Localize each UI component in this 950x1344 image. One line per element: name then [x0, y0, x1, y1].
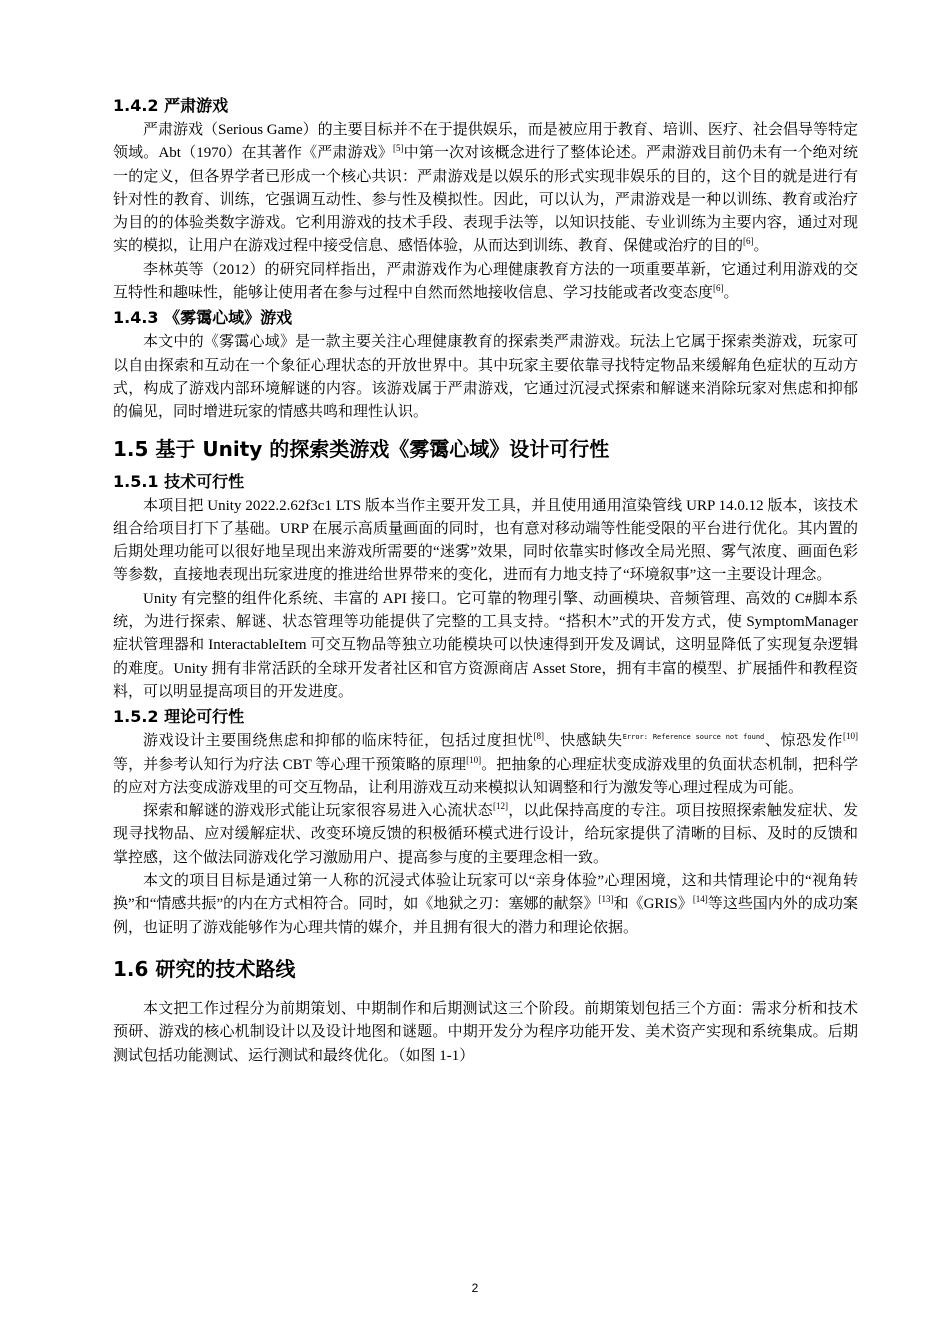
- text-run: 和《GRIS》: [613, 896, 693, 913]
- text-run: 中第一次对该概念进行了整体论述。严肃游戏目前仍未有一个绝对统一的定义，但各界学者已形成一个核心共识：严肃游戏是以娱乐的形式实现非娱乐的目的，这个目的就是进行有针对性的教育、训练，它强调互动性、参与性及模拟性。因此，可以认为，严肃游戏是一种以训练、教育或治疗为目的的体验类数字游戏。它利用游戏的技术手段、表现手法等，以知识技能、专业训练为主要内容，通过对现实的模拟，让用户在游戏过程中接受信息、感悟体验，从而达到训练、教育、保健或治疗的目的: [113, 145, 858, 255]
- citation: [12]: [493, 801, 508, 812]
- text-run: 严肃游戏（Serious Game）的主要目标并不在于提供娱乐，而是被应用于教育、培训、医疗、社会倡导等特定领域。Abt（1970）在其著作《严肃游戏》: [113, 122, 858, 162]
- citation: [10]: [842, 731, 858, 742]
- citation: [6]: [743, 236, 754, 247]
- text-run: 、快感缺失: [543, 733, 623, 750]
- citation: [13]: [598, 894, 614, 905]
- text-run: 。: [723, 285, 739, 302]
- text-run: 探索和解谜的游戏形式能让玩家很容易进入心流状态: [143, 803, 493, 820]
- section-heading-1-4-2: 1.4.2 严肃游戏: [113, 96, 229, 115]
- citation: [14]: [692, 894, 708, 905]
- paragraph: 本文中的《雾霭心域》是一款主要关注心理健康教育的探索类严肃游戏。玩法上它属于探索类游戏，玩家可以自由探索和互动在一个象征心理状态的开放世界中。其中玩家主要依靠寻找特定物品来缓解角色症状的互动方式，构成了游戏内部环境解谜的内容。该游戏属于严肃游戏，它通过沉浸式探索和解谜来消除玩家对焦虑和抑郁的偏见，同时增进玩家的情感共鸣和理性认识。: [113, 334, 858, 421]
- paragraph: [113, 730, 858, 800]
- paragraph: [113, 870, 858, 940]
- section-heading-1-5-2: 1.5.2 理论可行性: [113, 707, 245, 727]
- citation: [6]: [713, 283, 724, 294]
- paragraph: 本文把工作过程分为前期策划、中期制作和后期测试这三个阶段。前期策划包括三个方面：需求分析和技术预研、游戏的核心机制设计以及设计地图和谜题。中期开发分为程序功能开发、美术资产实现和系统集成。后期测试包括功能测试、运行测试和最终优化。（如图 1-1）: [113, 1000, 858, 1064]
- text-run: 李林英等（2012）的研究同样指出，严肃游戏作为心理健康教育方法的一项重要革新，它通过利用游戏的交互特性和趣味性，能够让使用者在参与过程中自然而然地接收信息、学习技能或者改变态度: [113, 261, 858, 302]
- text-run: 游戏设计主要围绕焦虑和抑郁的临床特征，包括过度担忧: [143, 733, 534, 750]
- reference-error: Error: Reference source not found: [622, 733, 765, 742]
- text-run: 、惊恐发作: [764, 733, 843, 750]
- paragraph: [113, 259, 858, 306]
- text-run: 等，并参考认知行为疗法 CBT 等心理干预策略的原理: [113, 756, 467, 773]
- text-run: 。: [753, 238, 769, 255]
- page-content: [113, 93, 858, 1068]
- paragraph: 本项目把 Unity 2022.2.62f3c1 LTS 版本当作主要开发工具，并且使用通用渲染管线 URP 14.0.12 版本，该技术组合给项目打下了基础。URP 在展示高质量画面的同时，也有意对移动端等性能受限的平台进行优化。其内置的后期处理功能可以很好地呈现出来游戏所需要的“迷雾”效果，同时依靠实时修改全局光照、雾气浓度、画面色彩等参数，直接地表现出玩家进度的推进给世界带来的变化，进而有力地支持了“环境叙事”这一主要设计理念。: [113, 497, 858, 584]
- citation: [8]: [533, 731, 544, 742]
- text-run: ，以此保持高度的专注。项目按照探索触发症状、发现寻找物品、应对缓解症状、改变环境反馈的积极循环模式进行设计，给玩家提供了清晰的目标、及时的反馈和掌控感，这个做法同游戏化学习激励用户、提高参与度的主要理念相一致。: [113, 803, 858, 866]
- text-run: 。把抽象的心理症状变成游戏里的负面状态机制，把科学的应对方法变成游戏里的可交互物品，让利用游戏互动来模拟认知调整和行为激发等心理过程成为可能。: [113, 756, 858, 796]
- paragraph: Unity 有完整的组件化系统、丰富的 API 接口。它可靠的物理引擎、动画模块、音频管理、高效的 C#脚本系统，为进行探索、解谜、状态管理等功能提供了完整的工具支持。“搭积木”式的开发方式，使 SymptomManager 症状管理器和 InteractableItem 可交互物品等独立功能模块可以快速得到开发及调试，这明显降低了实现复杂逻辑的难度。Unity 拥有非常活跃的全球开发者社区和官方资源商店 Asset Store，拥有丰富的模型、扩展插件和教程资料，可以明显提高项目的开发进度。: [113, 590, 858, 700]
- text-run: 本文的项目目标是通过第一人称的沉浸式体验让玩家可以“亲身体验”心理困境，这和共情理论中的“视角转换”和“情感共振”的内在方式相符合。同时，如《地狱之刃：塞娜的献祭》: [113, 873, 858, 913]
- paragraph: [113, 800, 858, 870]
- section-heading-1-4-3: 1.4.3 《雾霭心域》游戏: [113, 308, 293, 328]
- citation: [10]: [466, 754, 482, 765]
- section-heading-1-5: 1.5 基于 Unity 的探索类游戏《雾霭心域》设计可行性: [113, 436, 610, 461]
- text-run: 等这些国内外的成功案例，也证明了游戏能够作为心理共情的媒介，并且拥有很大的潜力和理论依据。: [113, 896, 858, 936]
- citation: [5]: [393, 143, 404, 154]
- section-heading-1-6: 1.6 研究的技术路线: [113, 956, 296, 981]
- page-number: 2: [471, 1281, 479, 1295]
- section-heading-1-5-1: 1.5.1 技术可行性: [113, 471, 245, 491]
- paragraph: [113, 119, 858, 259]
